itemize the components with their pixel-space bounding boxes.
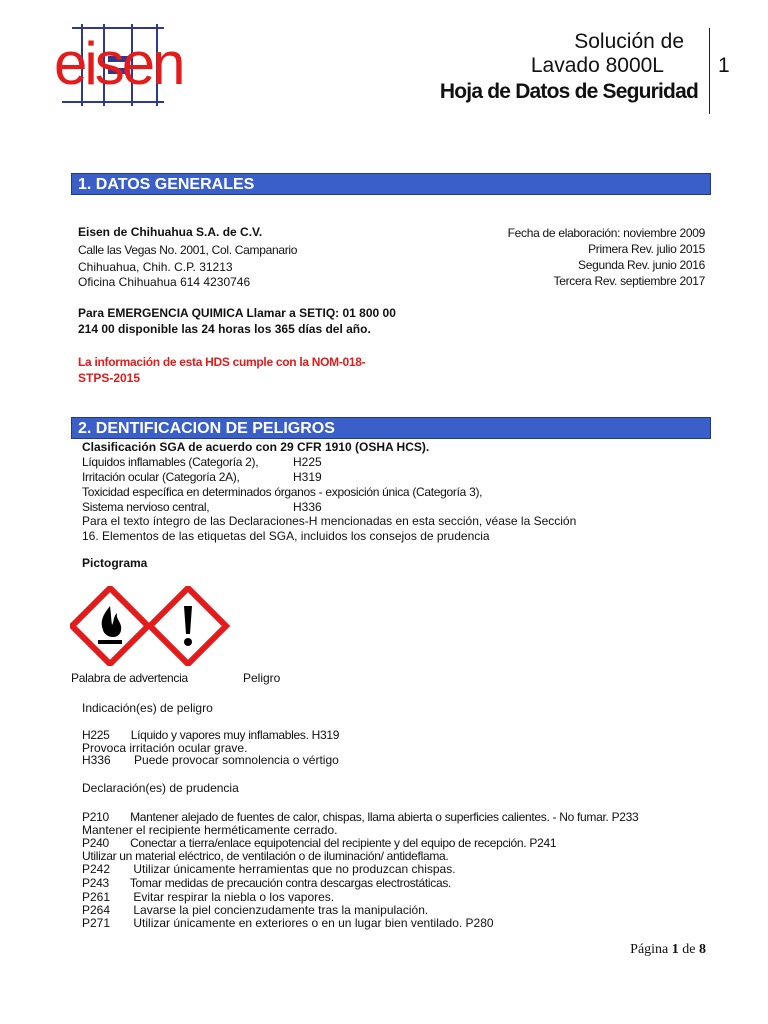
- hazard-code-h336: H336: [293, 500, 322, 514]
- date-elaboration: Fecha de elaboración: noviembre 2009: [507, 226, 705, 240]
- nom-compliance-line1: La información de esta HDS cumple con la NOM-018-: [78, 355, 366, 369]
- product-title-line2: Lavado 8000L: [530, 54, 664, 77]
- page-word: Página: [630, 942, 669, 957]
- exclamation-icon: [150, 588, 226, 664]
- emergency-line2: 214 00 disponible las 24 horas los 365 días del año.: [78, 322, 371, 336]
- header-divider: [709, 28, 710, 114]
- total-pages: 8: [699, 942, 706, 957]
- pictogram-label: Pictograma: [82, 556, 148, 570]
- date-rev2: Segunda Rev. junio 2016: [578, 258, 705, 272]
- address-line1: Calle las Vegas No. 2001, Col. Campanario: [78, 243, 298, 257]
- hazard-code-h319: H319: [293, 470, 322, 484]
- page-footer: [630, 942, 706, 958]
- company-name: Eisen de Chihuahua S.A. de C.V.: [78, 225, 263, 239]
- p-statement-line: P261 Evitar respirar la niebla o los vapores.: [82, 890, 335, 904]
- company-logo: [52, 22, 262, 108]
- signal-word-label: Palabra de advertencia: [71, 671, 188, 685]
- hazard-class-eye: Irritación ocular (Categoría 2A),: [82, 470, 240, 484]
- current-page: 1: [671, 942, 679, 957]
- p-statement-line: Mantener el recipiente herméticamente cerrado.: [82, 823, 338, 837]
- p-statement-line: P271 Utilizar únicamente en exteriores o en un lugar bien ventilado. P280: [82, 916, 494, 930]
- of-word: de: [682, 942, 696, 957]
- toxicity-line1: Toxicidad específica en determinados órganos - exposición única (Categoría 3),: [82, 485, 483, 499]
- emergency-line1: Para EMERGENCIA QUIMICA Llamar a SETIQ: 01 800 00: [78, 306, 396, 320]
- document-subtitle: Hoja de Datos de Seguridad: [439, 80, 698, 103]
- hazard-code-h225: H225: [293, 455, 322, 469]
- date-rev1: Primera Rev. julio 2015: [588, 242, 705, 256]
- product-title-line1: Solución de: [574, 30, 684, 53]
- p-statement-line: P242 Utilizar únicamente herramientas que no produzcan chispas.: [82, 862, 456, 876]
- p-statement-line: P240 Conectar a tierra/enlace equipotencial del recipiente y del equipo de recepción. P241: [82, 836, 557, 850]
- h-statement-line: Provoca irritación ocular grave.: [82, 741, 248, 755]
- text-note-line1: Para el texto íntegro de las Declaraciones-H mencionadas en esta sección, véase la Sección: [82, 514, 577, 528]
- classification-title: Clasificación SGA de acuerdo con 29 CFR 1910 (OSHA HCS).: [82, 440, 430, 454]
- p-statement-line: P243 Tomar medidas de precaución contra descargas electrostáticas.: [82, 876, 452, 890]
- toxicity-line2: Sistema nervioso central,: [82, 500, 210, 514]
- section-1-header: 1. DATOS GENERALES: [71, 173, 711, 195]
- p-statement-line: P210 Mantener alejado de fuentes de calor, chispas, llama abierta o superficies calientes. - No fumar. P233: [82, 810, 639, 824]
- signal-word: Peligro: [243, 671, 281, 685]
- hazard-statements-label: Indicación(es) de peligro: [82, 701, 213, 715]
- address-line2: Chihuahua, Chih. C.P. 31213: [78, 260, 233, 274]
- section-2-header: 2. DENTIFICACION DE PELIGROS: [71, 417, 711, 439]
- h-statement-line: H225 Líquido y vapores muy inflamables. H319: [82, 728, 340, 742]
- flame-icon: [72, 588, 148, 664]
- date-rev3: Tercera Rev. septiembre 2017: [553, 274, 705, 288]
- precaution-label: Declaración(es) de prudencia: [82, 781, 239, 795]
- p-statement-line: Utilizar un material eléctrico, de ventilación o de iluminación/ antideflama.: [82, 849, 449, 863]
- p-statement-line: P264 Lavarse la piel concienzudamente tras la manipulación.: [82, 903, 429, 917]
- h-statement-line: H336 Puede provocar somnolencia o vértigo: [82, 753, 339, 767]
- text-note-line2: 16. Elementos de las etiquetas del SGA, incluidos los consejos de prudencia: [82, 529, 490, 543]
- nom-compliance-line2: STPS-2015: [78, 371, 141, 385]
- logo-text: eisen: [54, 30, 183, 97]
- hazard-class-flammable: Líquidos inflamables (Categoría 2),: [82, 455, 259, 469]
- ghs-pictograms: [70, 586, 230, 666]
- address-line3: Oficina Chihuahua 614 4230746: [78, 275, 251, 289]
- header-page-number: 1: [718, 54, 730, 77]
